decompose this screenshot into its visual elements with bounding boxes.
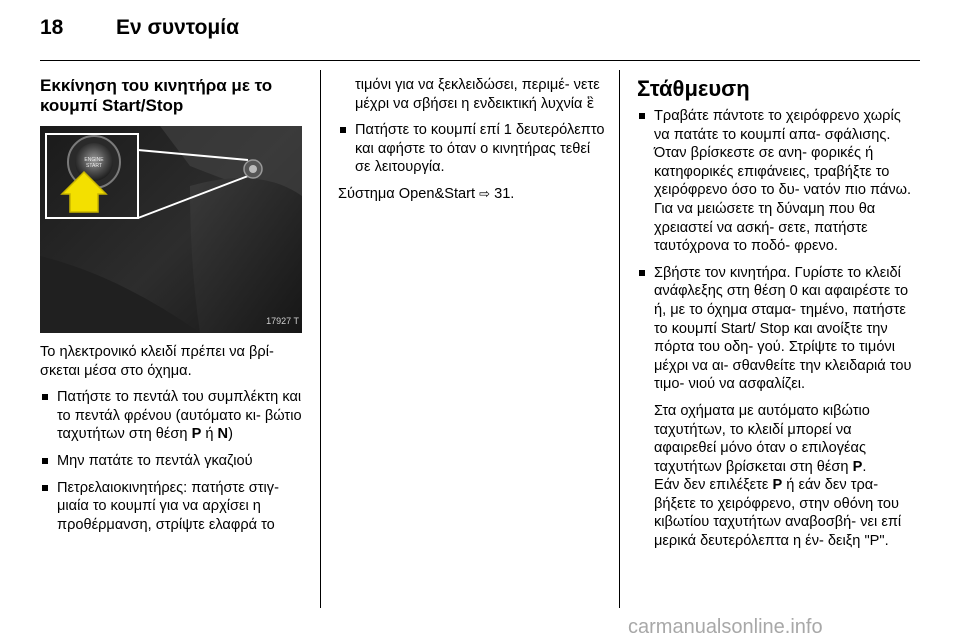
note-text: ή εάν δεν τρα- βήξετε το χειρόφρενο, στην οθόνη του κιβωτίου ταχυτήτων αναβοσβή- νει επί μερικά δευτερόλεπτα η έν- δειξη "P". [654, 477, 902, 550]
bullet-switch-off: Σβήστε τον κινητήρα. Γυρίστε το κλειδί ανάφλεξης στη θέση 0 και αφαιρέστε το ή, με το όχημα σταμα- τημένο, πατήστε το κουμπί Start/ Stop και ανοίξτε την πόρτα του οδη- γού. Στρίψτε το τιμόνι μέχρι να αι- σθανθείτε την κλειδαριά του τιμο- νιού να ασφαλίζει. [637, 264, 913, 394]
section-heading-parking: Στάθμευση [637, 76, 750, 101]
bullet-clutch-brake [40, 388, 302, 444]
bullet-text: Πατήστε το πεντάλ του συμπλέκτη και το πεντάλ φρένου (αυτόματο κι- βώτιο ταχυτήτων στη θέση [57, 389, 302, 443]
intro-paragraph: Το ηλεκτρονικό κλειδί πρέπει να βρί- σκεται μέσα στο όχημα. [40, 344, 274, 379]
reference-arrow-icon: ⇨ [479, 185, 491, 201]
glow-plug-icon: ἓ [586, 94, 595, 112]
bullet-text: ή [201, 426, 218, 443]
svg-text:START: START [86, 163, 102, 169]
page-number: 18 [40, 16, 64, 39]
cross-reference[interactable] [338, 185, 606, 204]
bullet-press-button: Πατήστε το κουμπί επί 1 δευτερόλεπτο και αφήστε το όταν ο κινητήρας τεθεί σε λειτουργία. [338, 121, 606, 177]
column-3 [637, 76, 913, 559]
note-text: Εάν δεν επιλέξετε [654, 477, 773, 494]
start-button-illustration [40, 126, 302, 333]
figure-code: 17927 T [266, 316, 299, 327]
gear-p-label: P [191, 426, 202, 443]
dashboard-drawing [40, 126, 302, 333]
bullet-diesel-preheat: Πετρελαιοκινητήρες: πατήστε στιγ- μιαία το κουμπί για να αρχίσει η προθέρμανση, στρίψτε ελαφρά το [40, 479, 302, 535]
gear-p-label: P [852, 458, 863, 475]
column-2 [338, 76, 606, 212]
note-text: . [862, 458, 867, 475]
reference-page: 31. [494, 185, 515, 202]
bullet-text: ) [228, 426, 233, 443]
gear-n-label: N [217, 426, 229, 443]
watermark: carmanualsonline.info [628, 616, 823, 638]
gear-p-label: P [772, 477, 783, 494]
section-heading-start-stop: Εκκίνηση του κινητήρα με το κουμπί Start/Stop [40, 76, 273, 115]
continued-text-body: τιμόνι για να ξεκλειδώσει, περιμέ- νετε μέχρι να σβήσει η ενδεικτική λυχνία [355, 77, 600, 112]
automatic-note [637, 402, 913, 551]
column-1 [40, 76, 302, 542]
bullet-handbrake: Τραβάτε πάντοτε το χειρόφρενο χωρίς να πατάτε το κουμπί απα- σφάλισης. Όταν βρίσκεστε σε ανη- φορικές ή κατηφορικές επιφάνειες, τραβήξτε το χειρόφρενο όσο το δυ- νατόν πιο πάνω. Για να μειώσετε τη δύναμη που θα χρειαστεί να ασκή- σετε, πατήστε ταυτόχρονα το ποδό- φρενο. [637, 107, 913, 256]
note-text: Στα οχήματα με αυτόματο κιβώτιο ταχυτήτων, το κλειδί μπορεί να αφαιρεθεί μόνο όταν ο επιλογέας ταχυτήτων βρίσκεται στη θέση [654, 402, 870, 475]
reference-text: Σύστημα Open&Start [338, 185, 476, 202]
bullet-no-throttle: Μην πατάτε το πεντάλ γκαζιού [40, 452, 302, 471]
continued-text [338, 76, 606, 113]
header-rule [40, 60, 920, 61]
chapter-title: Εν συντομία [116, 16, 239, 39]
svg-text:ENGINE: ENGINE [84, 157, 104, 163]
column-divider-2 [619, 70, 620, 608]
column-divider-1 [320, 70, 321, 608]
